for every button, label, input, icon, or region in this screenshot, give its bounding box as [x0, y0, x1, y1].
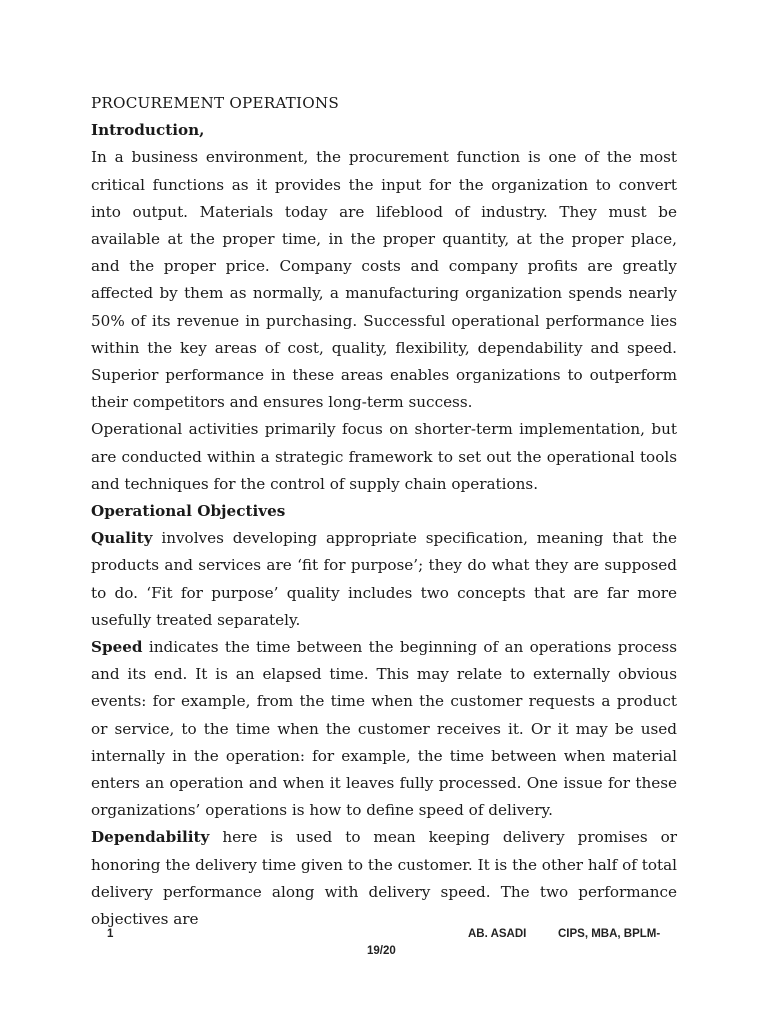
dependability-text: here is used to mean keeping delivery promises or honoring the delivery time given to the customer. It is the other half of total delivery performance along with delivery speed. The two performance objectives are — [91, 828, 677, 929]
footer-credentials: CIPS, MBA, BPLM- — [558, 928, 661, 940]
quality-term: Quality — [91, 529, 153, 548]
page-footer — [0, 924, 768, 964]
intro-paragraph-2: Operational activities primarily focus on shorter-term implementation, but are conducted within a strategic framework to set out the operational tools and techniques for the control of supply chain operations. — [91, 420, 677, 493]
quality-paragraph — [91, 525, 677, 634]
quality-text: involves developing appropriate specification, meaning that the products and services are ‘fit for purpose’; they do what they are supposed to do. ‘Fit for purpose’ quality includes two concepts that are far more usefully treated separately. — [91, 529, 677, 629]
page-number: 1 — [107, 928, 114, 940]
speed-text: indicates the time between the beginning of an operations process and its end. It is an elapsed time. This may relate to externally obvious events: for example, from the time when the customer requests a product or service, to the time when the customer receives it. Or it may be used internally in the operation: for example, the time between when material enters an operation and when it leaves fully processed. One issue for these organizations’ operations is how to define speed of delivery. — [91, 638, 677, 820]
speed-paragraph — [91, 634, 677, 824]
objectives-heading: Operational Objectives — [91, 502, 286, 521]
document-title: PROCUREMENT OPERATIONS — [91, 94, 339, 112]
dependability-paragraph — [91, 824, 677, 933]
dependability-term: Dependability — [91, 828, 210, 847]
intro-paragraph-1: In a business environment, the procurement function is one of the most critical functions as it provides the input for the organization to convert into output. Materials today are lifeblood of industry. They must be available at the proper time, in the proper quantity, at the proper place, and the proper price. Company costs and company profits are greatly affected by them as normally, a manufacturing organization spends nearly 50% of its revenue in purchasing. Successful operational performance lies within the key areas of cost, quality, flexibility, dependability and speed. Superior performance in these areas enables organizations to outperform their competitors and ensures long-term success. — [91, 148, 677, 412]
intro-heading: Introduction, — [91, 121, 205, 140]
document-body — [91, 90, 677, 933]
speed-term: Speed — [91, 638, 143, 657]
footer-year: 19/20 — [367, 945, 396, 957]
footer-author: AB. ASADI — [468, 928, 527, 940]
